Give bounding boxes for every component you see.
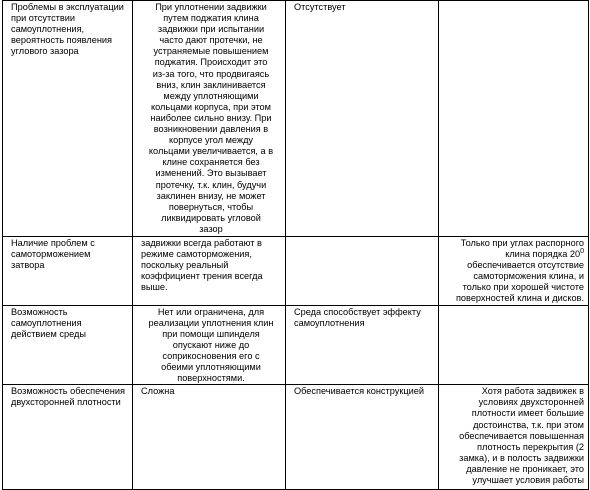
table-row	[3, 385, 589, 490]
table-cell-description: Сложна	[133, 385, 286, 490]
degree-superscript: 0	[580, 248, 584, 256]
note-text-part: Только при углах распорного клина порядка 20	[460, 238, 584, 260]
table-cell-description: задвижки всегда работают в режиме самоторможения, поскольку реальный коэффициент трения всегда выше.	[133, 237, 286, 306]
comparison-table	[2, 0, 589, 490]
table-cell-property: Возможность самоуплотнения действием среды	[3, 305, 133, 385]
table-cell-alternative: Отсутствует	[286, 1, 439, 237]
note-text-part: обеспечивается отсутствие самоторможения клина, и только при хорошей чистоте поверхностей клина и дисков.	[455, 260, 584, 304]
table-row	[3, 237, 589, 306]
table-cell-property: Наличие проблем с самоторможением затвора	[3, 237, 133, 306]
table-cell-note	[439, 1, 589, 237]
table-cell-alternative: Среда способствует эффекту самоуплотнения	[286, 305, 439, 385]
table-row	[3, 305, 589, 385]
table-cell-alternative: Обеспечивается конструкцией	[286, 385, 439, 490]
table-cell-description: Нет или ограничена, для реализации уплотнения клин при помощи шпинделя опускают ниже до соприкосновения его с обеими уплотняющими поверхностями.	[133, 305, 286, 385]
table-cell-note	[439, 305, 589, 385]
table-cell-note	[439, 237, 589, 306]
table-cell-property: Возможность обеспечения двухсторонней плотности	[3, 385, 133, 490]
table-cell-description: При уплотнении задвижки путем поджатия клина задвижки при испытании часто дают протечки, не устраняемые повышением поджатия. Происходит это из-за того, что продвигаясь вниз, клин заклинивается между уплотняющими кольцами корпуса, при этом наиболее сильно внизу. При возникновении давления в корпусе угол между кольцами увеличивается, а в клине сохраняется без изменений. Это вызывает протечку, т.к. клин, будучи заклинен внизу, не может повернуться, чтобы ликвидировать угловой зазор	[133, 1, 286, 237]
table-row	[3, 1, 589, 237]
table-cell-property: Проблемы в эксплуатации при отсутствии самоуплотнения, вероятность появления углового зазора	[3, 1, 133, 237]
table-cell-note: Хотя работа задвижек в условиях двухсторонней плотности имеет большие достоинства, т.к. при этом обеспечивается повышенная плотность перекрытия (2 замка), и в полость задвижки давление не проникает, это улучшает условия работы	[439, 385, 589, 490]
table-cell-alternative	[286, 237, 439, 306]
